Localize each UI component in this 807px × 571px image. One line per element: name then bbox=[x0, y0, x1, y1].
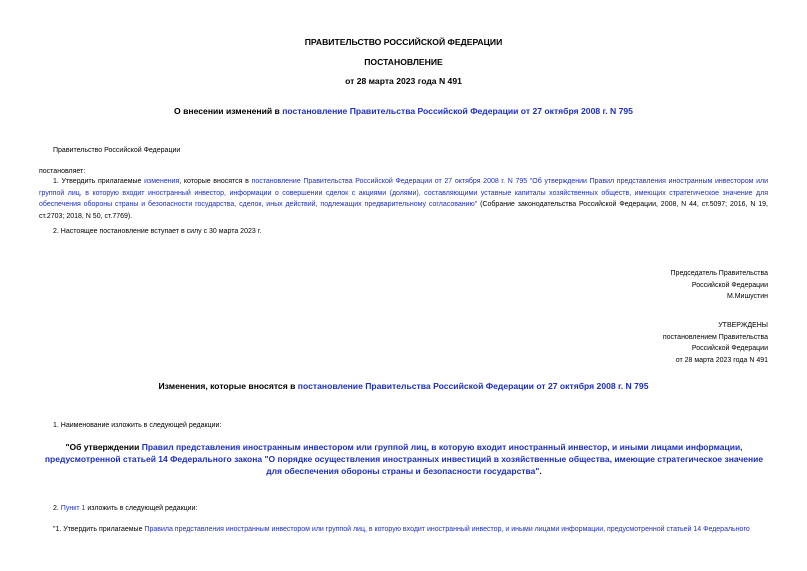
signature-line-2: Российской Федерации bbox=[691, 281, 768, 289]
changes-title bbox=[0, 381, 807, 391]
approved-line-2: постановлением Правительства bbox=[662, 333, 768, 341]
changes-link[interactable]: изменения bbox=[144, 178, 180, 185]
quote-text-b: . bbox=[539, 466, 542, 476]
new-title-quote bbox=[44, 441, 764, 477]
approved-line-1: УТВЕРЖДЕНЫ bbox=[718, 322, 768, 329]
doc-type-heading: ПОСТАНОВЛЕНИЕ bbox=[364, 57, 443, 67]
approved-line-4: от 28 марта 2023 года N 491 bbox=[675, 356, 768, 364]
rules-link[interactable]: Правил представления иностранным инвестором или группой лиц, в которую входит иностранный инвестор, и иными лицами информации, предусмотренной статьей 14 Федерального закона "О порядке осуществления иностранных инвестиций в хозяйственные общества, имеющие стратегическое значение для обеспечения обороны страны и безопасности государства" bbox=[44, 442, 764, 476]
resolution-link[interactable]: постановление Правительства Российской Федерации от 27 октября 2008 г. N 795 "Об утверждении Правил представления иностранным инвестором или группой лиц, в которую входит иностранный инвестор, информации о совершении сделок с акциями (долями), составляющими уставные капиталы хозяйственных обществ, имеющих стратегическое значение для обеспечения обороны страны и безопасности государства, сделок, иных действий, подлежащих предварительному согласованию" bbox=[39, 178, 768, 209]
item3-text-a: "1. Утвердить прилагаемые bbox=[53, 526, 145, 533]
quote-text-a: "Об утверждении bbox=[65, 442, 142, 452]
approved-line-3: Российской Федерации bbox=[691, 345, 768, 352]
doc-date-heading: от 28 марта 2023 года N 491 bbox=[345, 76, 462, 86]
document-title bbox=[0, 106, 807, 116]
rules-link-2[interactable]: Правила представления иностранным инвестором или группой лиц, в которую входит иностранный инвестор, и иными лицами информации, предусмотренной статьей 14 Федерального bbox=[144, 526, 750, 533]
item2-text-b: изложить в следующей редакции: bbox=[85, 505, 198, 512]
item-1: 1. Наименование изложить в следующей редакции: bbox=[53, 422, 222, 429]
signature-line-1: Председатель Правительства bbox=[670, 270, 768, 277]
point-1-link[interactable]: Пункт 1 bbox=[60, 505, 86, 512]
signature-block bbox=[671, 268, 768, 303]
title-prefix: О внесении изменений в bbox=[174, 106, 283, 116]
changes-title-prefix: Изменения, которые вносятся в bbox=[158, 381, 298, 391]
signature-line-3: М.Мишустин bbox=[726, 293, 768, 300]
changes-title-link[interactable]: постановление Правительства Российской Федерации от 27 октября 2008 г. N 795 bbox=[297, 381, 649, 391]
paragraph-1 bbox=[39, 176, 768, 223]
p1-text-c: (Собрание законодательства Российской Федерации, 2008, N 44, ст.5097; 2016, N 19, ст.2703; 2018, N 50, ст.7769). bbox=[39, 201, 768, 221]
p1-text-a: 1. Утвердить прилагаемые bbox=[53, 178, 145, 185]
approved-block bbox=[663, 320, 768, 366]
item-3 bbox=[53, 524, 750, 536]
p1-text-b: , которые вносятся в bbox=[179, 178, 252, 185]
postanovlyaet-label: постановляет: bbox=[39, 168, 86, 175]
org-heading: ПРАВИТЕЛЬСТВО РОССИЙСКОЙ ФЕДЕРАЦИИ bbox=[304, 37, 503, 47]
item-2 bbox=[53, 503, 197, 515]
item2-text-a: 2. bbox=[53, 505, 61, 512]
paragraph-2: 2. Настоящее постановление вступает в силу с 30 марта 2023 г. bbox=[53, 228, 262, 235]
government-label: Правительство Российской Федерации bbox=[53, 147, 181, 154]
title-link[interactable]: постановление Правительства Российской Федерации от 27 октября 2008 г. N 795 bbox=[282, 106, 633, 116]
